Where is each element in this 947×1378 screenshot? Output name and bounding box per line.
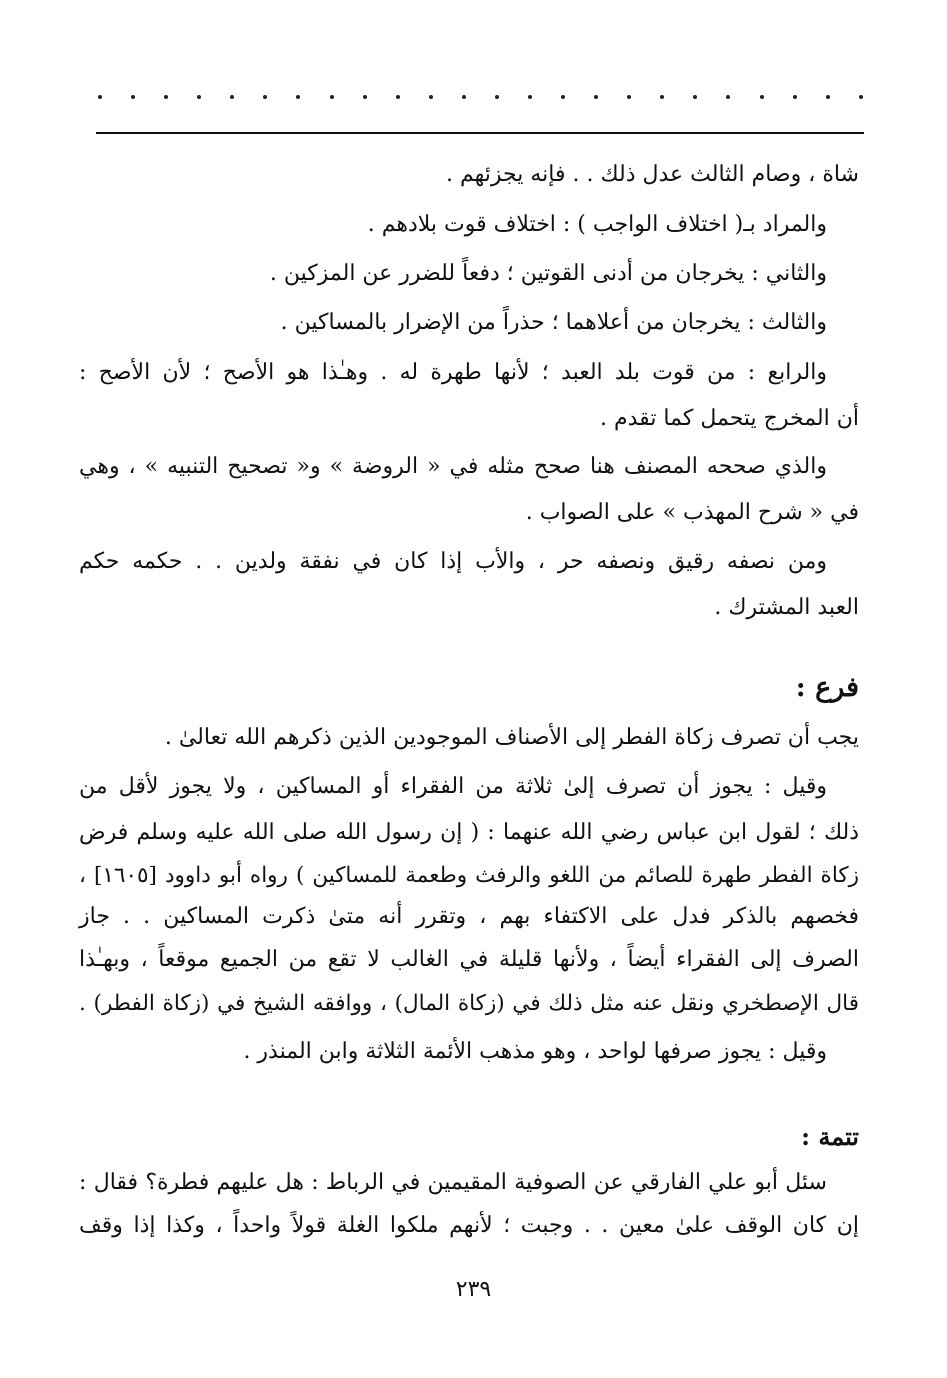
text-line-17: قال الإصطخري ونقل عنه مثل ذلك في (زكاة المال) ، ووافقه الشيخ في (زكاة الفطر) .: [79, 991, 859, 1016]
header-dot: [164, 95, 168, 99]
text-line-10: العبد المشترك .: [714, 595, 859, 620]
text-line-3: والثاني : يخرجان من أدنى القوتين ؛ دفعاً للضرر عن المزكين .: [269, 261, 827, 286]
header-dot: [726, 95, 730, 99]
text-line-16: الصرف إلى الفقراء أيضاً ، ولأنها قليلة في الغالب لا تقع من الجميع موقعاً ، وبهـٰذا: [79, 947, 859, 972]
text-line-12: وقيل : يجوز أن تصرف إلىٰ ثلاثة من الفقراء أو المساكين ، ولا يجوز لأقل من: [79, 774, 827, 799]
text-line-19: سئل أبو علي الفارقي عن الصوفية المقيمين في الرباط : هل عليهم فطرة؟ فقال :: [79, 1170, 827, 1195]
header-dot: [363, 95, 367, 99]
text-line-13: ذلك ؛ لقول ابن عباس رضي الله عنهما : ( إن رسول الله صلى الله عليه وسلم فرض: [79, 820, 859, 845]
text-line-5: والرابع : من قوت بلد العبد ؛ لأنها طهرة له . وهـٰذا هو الأصح ؛ لأن الأصح :: [79, 360, 827, 385]
header-dot: [660, 95, 664, 99]
text-line-4: والثالث : يخرجان من أعلاهما ؛ حذراً من الإضرار بالمساكين .: [280, 310, 827, 335]
header-dot: [330, 95, 334, 99]
header-dot: [594, 95, 598, 99]
header-dot: [197, 95, 201, 99]
header-dot: [263, 95, 267, 99]
text-line-15: فخصهم بالذكر فدل على الاكتفاء بهم ، وتقرر أنه متىٰ ذكرت المساكين . . جاز: [79, 904, 859, 929]
header-dot: [760, 95, 764, 99]
text-line-11: يجب أن تصرف زكاة الفطر إلى الأصناف الموجودين الذين ذكرهم الله تعالىٰ .: [164, 725, 859, 750]
header-dot: [495, 95, 499, 99]
header-dot: [296, 95, 300, 99]
text-line-2: والمراد بـ( اختلاف الواجب ) : اختلاف قوت بلادهم .: [367, 212, 827, 237]
text-line-14: زكاة الفطر طهرة للصائم من اللغو والرفث وطعمة للمساكين ) رواه أبو داوود [١٦٠٥] ،: [79, 863, 859, 888]
text-line-9: ومن نصفه رقيق ونصفه حر ، والأب إذا كان في نفقة ولدين . . حكمه حكم: [79, 549, 827, 574]
text-line-8: في « شرح المهذب » على الصواب .: [525, 500, 859, 525]
header-rule: [96, 132, 864, 134]
header-dot: [429, 95, 433, 99]
header-dot: [528, 95, 532, 99]
text-line-1: شاة ، وصام الثالث عدل ذلك . . فإنه يجزئهم .: [446, 162, 859, 187]
header-dot: [131, 95, 135, 99]
header-dotted-line: [98, 82, 863, 112]
header-dot: [627, 95, 631, 99]
text-line-6: أن المخرج يتحمل كما تقدم .: [600, 406, 859, 431]
heading-far: فرع :: [795, 672, 859, 703]
header-dot: [793, 95, 797, 99]
heading-tatimma: تتمة :: [801, 1122, 859, 1151]
page-number: ٢٣٩: [455, 1277, 492, 1302]
header-dot: [859, 95, 863, 99]
header-dot: [462, 95, 466, 99]
header-dot: [826, 95, 830, 99]
header-dot: [230, 95, 234, 99]
header-dot: [98, 95, 102, 99]
text-line-18: وقيل : يجوز صرفها لواحد ، وهو مذهب الأئمة الثلاثة وابن المنذر .: [243, 1039, 827, 1064]
text-line-20: إن كان الوقف علىٰ معين . . وجبت ؛ لأنهم ملكوا الغلة قولاً واحداً ، وكذا إذا وقف: [79, 1213, 859, 1238]
text-line-7: والذي صححه المصنف هنا صحح مثله في « الروضة » و« تصحيح التنبيه » ، وهي: [79, 454, 827, 479]
header-dot: [693, 95, 697, 99]
header-dot: [396, 95, 400, 99]
header-dot: [561, 95, 565, 99]
